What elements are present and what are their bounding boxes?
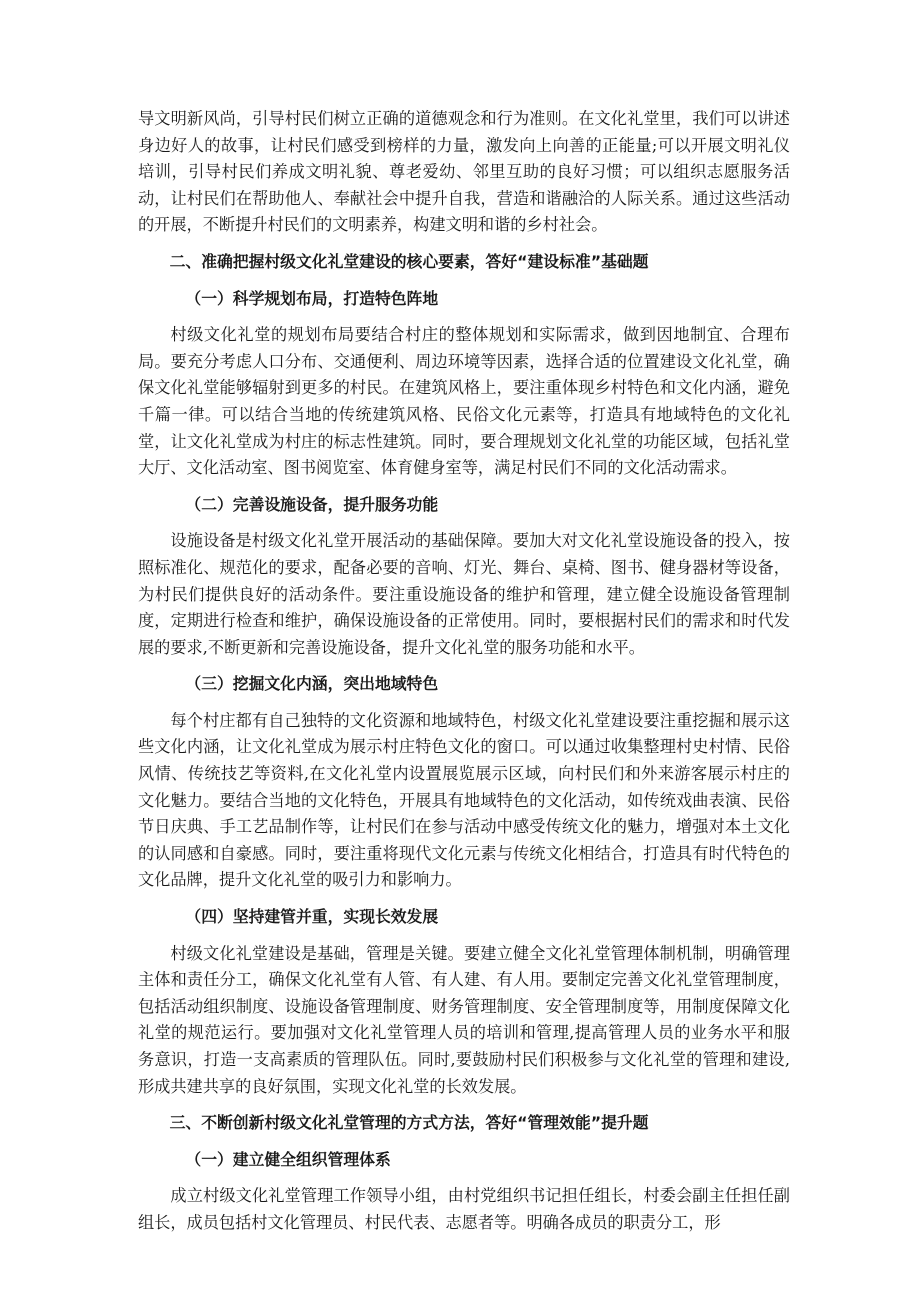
paragraph: 村级文化礼堂的规划布局要结合村庄的整体规划和实际需求，做到因地制宜、合理布局。要充分考虑人口分布、交通便利、周边环境等因素，选择合适的位置建设文化礼堂，确保文化礼堂能够辐射到更多的村民。在建筑风格上，要注重体现乡村特色和文化内涵，避免千篇一律。可以结合当地的传统建筑风格、民俗文化元素等，打造具有地域特色的文化礼堂，让文化礼堂成为村庄的标志性建筑。同时，要合理规划文化礼堂的功能区域，包括礼堂大厅、文化活动室、图书阅览室、体育健身室等，满足村民们不同的文化活动需求。 <box>138 325 790 478</box>
document-page <box>138 106 790 1247</box>
subsection-heading: （一）建立健全组织管理体系 <box>185 1149 391 1169</box>
section-heading: 三、不断创新村级文化礼堂管理的方式方法，答好“管理效能”提升题 <box>169 1113 649 1133</box>
subsection-heading: （四）坚持建管并重，实现长效发展 <box>185 907 439 927</box>
subsection-heading: （一）科学规划布局，打造特色阵地 <box>185 288 439 308</box>
paragraph: 导文明新风尚，引导村民们树立正确的道德观念和行为准则。在文化礼堂里，我们可以讲述身边好人的故事，让村民们感受到榜样的力量，激发向上向善的正能量;可以开展文明礼仪培训，引导村民们养成文明礼貌、尊老爱幼、邻里互助的良好习惯；可以组织志愿服务活动，让村民们在帮助他人、奉献社会中提升自我，营造和谐融洽的人际关系。通过这些活动的开展，不断提升村民们的文明素养，构建文明和谐的乡村社会。 <box>138 109 790 235</box>
paragraph: 村级文化礼堂建设是基础，管理是关键。要建立健全文化礼堂管理体制机制，明确管理主体和责任分工，确保文化礼堂有人管、有人建、有人用。要制定完善文化礼堂管理制度，包括活动组织制度、设施设备管理制度、财务管理制度、安全管理制度等，用制度保障文化礼堂的规范运行。要加强对文化礼堂管理人员的培训和管理,提高管理人员的业务水平和服务意识，打造一支高素质的管理队伍。同时,要鼓励村民们积极参与文化礼堂的管理和建设,形成共建共享的良好氛围，实现文化礼堂的长效发展。 <box>138 943 790 1096</box>
paragraph: 设施设备是村级文化礼堂开展活动的基础保障。要加大对文化礼堂设施设备的投入，按照标准化、规范化的要求，配备必要的音响、灯光、舞台、桌椅、图书、健身器材等设备，为村民们提供良好的活动条件。要注重设施设备的维护和管理，建立健全设施设备管理制度，定期进行检查和维护，确保设施设备的正常使用。同时，要根据村民们的需求和时代发展的要求,不断更新和完善设施设备，提升文化礼堂的服务功能和水平。 <box>138 531 790 657</box>
paragraph: 每个村庄都有自己独特的文化资源和地域特色，村级文化礼堂建设要注重挖掘和展示这些文化内涵，让文化礼堂成为展示村庄特色文化的窗口。可以通过收集整理村史村情、民俗风情、传统技艺等资料,在文化礼堂内设置展览展示区域，向村民们和外来游客展示村庄的文化魅力。要结合当地的文化特色，开展具有地域特色的文化活动，如传统戏曲表演、民俗节日庆典、手工艺品制作等，让村民们在参与活动中感受传统文化的魅力，增强对本土文化的认同感和自豪感。同时，要注重将现代文化元素与传统文化相结合，打造具有时代特色的文化品牌，提升文化礼堂的吸引力和影响力。 <box>138 710 790 890</box>
subsection-heading: （二）完善设施设备，提升服务功能 <box>185 494 439 514</box>
subsection-heading: （三）挖掘文化内涵，突出地域特色 <box>185 674 439 694</box>
section-heading: 二、准确把握村级文化礼堂建设的核心要素，答好“建设标准”基础题 <box>169 251 649 271</box>
paragraph: 成立村级文化礼堂管理工作领导小组，由村党组织书记担任组长，村委会副主任担任副组长，成员包括村文化管理员、村民代表、志愿者等。明确各成员的职责分工，形 <box>138 1186 790 1232</box>
